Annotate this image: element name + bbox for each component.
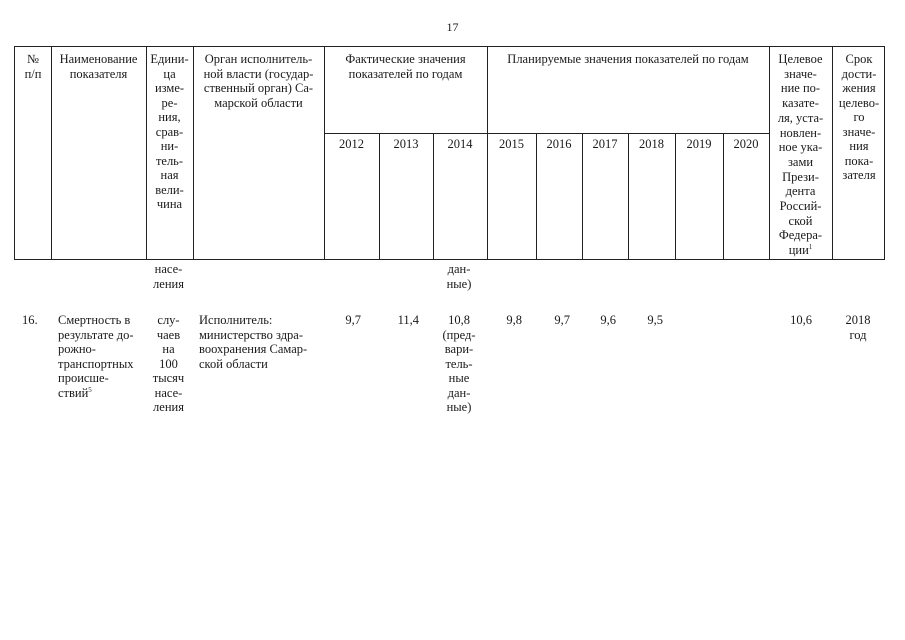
year-2013: 2013 bbox=[393, 137, 419, 151]
year-2012: 2012 bbox=[339, 137, 364, 151]
continuation-2014: дан- ные) bbox=[446, 262, 472, 291]
row16-2015: 9,8 bbox=[506, 313, 522, 327]
year-2019: 2019 bbox=[686, 137, 712, 151]
year-2016: 2016 bbox=[546, 137, 572, 151]
continuation-unit: насе- ления bbox=[153, 262, 184, 291]
year-divider bbox=[675, 133, 676, 259]
year-divider bbox=[379, 133, 380, 259]
header-plan: Планируемые значения показателей по годам bbox=[507, 52, 749, 66]
row16-target: 10,6 bbox=[790, 313, 812, 327]
row16-number: 16. bbox=[22, 313, 38, 327]
row16-2017: 9,6 bbox=[600, 313, 616, 327]
header-unit: Едини- ца изме- ре- ния, срав- ни- тель- ная вели- чина bbox=[150, 52, 189, 211]
header-org: Орган исполнитель- ной власти (государ- ственный орган) Са- марской области bbox=[203, 52, 314, 110]
year-divider bbox=[723, 133, 724, 259]
year-divider bbox=[433, 133, 434, 259]
year-2020: 2020 bbox=[733, 137, 759, 151]
table-header bbox=[14, 46, 885, 260]
year-divider bbox=[628, 133, 629, 259]
header-term: Срок дости- жения целево- го значе- ния пока- зателя bbox=[838, 52, 880, 182]
column-divider bbox=[487, 47, 488, 259]
row16-name: Смертность в результате до- рожно- транспортных происше- ствий$^5$ bbox=[58, 313, 134, 400]
row16-2018: 9,5 bbox=[647, 313, 663, 327]
row16-unit: слу- чаев на 100 тысяч насе- ления bbox=[152, 313, 185, 414]
year-divider bbox=[582, 133, 583, 259]
year-2018: 2018 bbox=[639, 137, 664, 151]
row16-2014: 10,8 (пред- вари- тель- ные дан- ные) bbox=[442, 313, 476, 414]
row16-2016: 9,7 bbox=[554, 313, 570, 327]
header-target: Целевое значе- ние по- казате- ля, уста- новлен- ное ука- зами Прези- дента Россий- ской Федера- ции$^1$ bbox=[777, 52, 824, 258]
row16-2012: 9,7 bbox=[345, 313, 361, 327]
row16-term: 2018 год bbox=[845, 313, 871, 342]
row16-org: Исполнитель: министерство здра- воохранения Самар- ской области bbox=[199, 313, 308, 371]
header-no: № п/п bbox=[24, 52, 42, 81]
year-2014: 2014 bbox=[447, 137, 473, 151]
header-name: Наименование показателя bbox=[59, 52, 138, 81]
year-2017: 2017 bbox=[592, 137, 618, 151]
page-number: 17 bbox=[446, 20, 459, 34]
header-fact: Фактические значения показателей по годам bbox=[345, 52, 466, 81]
year-2015: 2015 bbox=[499, 137, 524, 151]
header-divider bbox=[324, 133, 769, 134]
year-divider bbox=[536, 133, 537, 259]
row16-2013: 11,4 bbox=[397, 313, 419, 327]
